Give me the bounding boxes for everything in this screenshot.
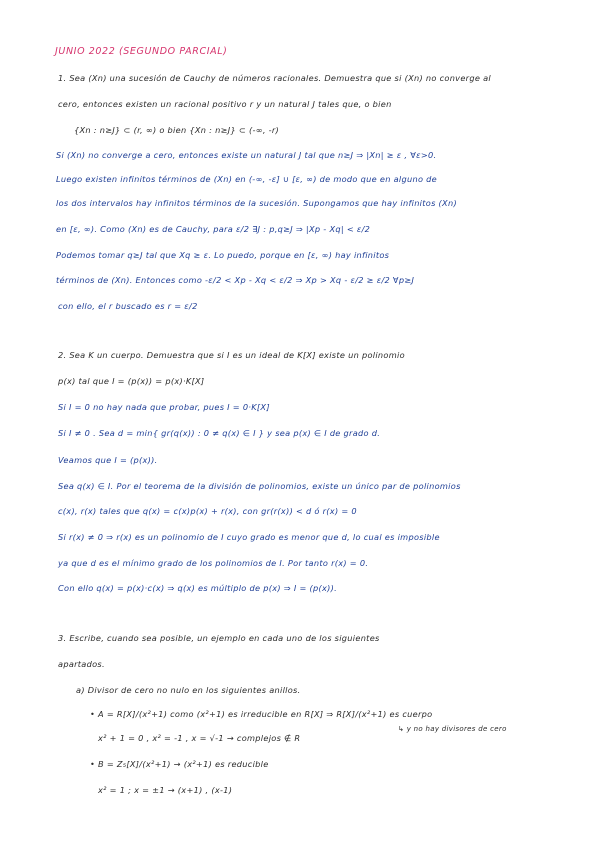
q3-statement-line-2: apartados. [58,659,105,669]
q2-answer-line-3: Veamos que I = (p(x)). [58,455,158,465]
q3-statement-line-1: 3. Escribe, cuando sea posible, un ejemplo en cada uno de los siguientes [58,633,380,643]
q1-answer-line-6: términos de (Xn). Entonces como -ε/2 < Xp - Xq < ε/2 ⇒ Xp > Xq - ε/2 ≥ ε/2 ∀p≥J [56,275,415,285]
q2-answer-line-2: Si I ≠ 0 . Sea d = min{ gr(q(x)) : 0 ≠ q(x) ∈ I } y sea p(x) ∈ I de grado d. [58,428,381,438]
q1-answer-line-1: Si (Xn) no converge a cero, entonces existe un natural J tal que n≥J ⇒ |Xn| ≥ ε , ∀ε>0. [56,150,437,160]
q3-a-note: ↳ y no hay divisores de cero [398,725,507,733]
q3-b-line-2: x² = 1 ; x = ±1 → (x+1) , (x-1) [98,785,233,795]
q2-statement-line-2: p(x) tal que I = (p(x)) = p(x)·K[X] [58,376,205,386]
q1-answer-line-5: Podemos tomar q≥J tal que Xq ≥ ε. Lo puedo, porque en [ε, ∞) hay infinitos [56,250,390,260]
q2-statement-line-1: 2. Sea K un cuerpo. Demuestra que si I es un ideal de K[X] existe un polinomio [58,350,405,360]
q3-a-line-1: • A = R[X]/(x²+1) como (x²+1) es irreducible en R[X] ⇒ R[X]/(x²+1) es cuerpo [90,709,433,719]
q3-b-line-1: • B = Z₅[X]/(x²+1) → (x²+1) es reducible [90,759,269,769]
q2-answer-line-1: Si I = 0 no hay nada que probar, pues I = 0·K[X] [58,402,270,412]
q1-statement-line-2: cero, entonces existen un racional positivo r y un natural J tales que, o bien [58,99,392,109]
q3-a-line-2: x² + 1 = 0 , x² = -1 , x = √-1 → complejos ∉ R [98,733,301,743]
q1-answer-line-4: en [ε, ∞). Como (Xn) es de Cauchy, para ε/2 ∃J : p,q≥J ⇒ |Xp - Xq| < ε/2 [56,224,371,234]
q2-answer-line-6: Si r(x) ≠ 0 ⇒ r(x) es un polinomio de I cuyo grado es menor que d, lo cual es imposible [58,532,440,542]
q1-answer-line-2: Luego existen infinitos términos de (Xn) en (-∞, -ε] ∪ [ε, ∞) de modo que en alguno de [56,174,438,184]
q1-answer-line-3: los dos intervalos hay infinitos términos de la sucesión. Supongamos que hay infinitos (Xn) [56,198,457,208]
q1-statement-line-1: 1. Sea (Xn) una sucesión de Cauchy de números racionales. Demuestra que si (Xn) no converge al [58,73,491,83]
q2-answer-line-7: ya que d es el mínimo grado de los polinomios de I. Por tanto r(x) = 0. [58,558,369,568]
q3-part-a-heading: a) Divisor de cero no nulo en los siguientes anillos. [76,685,301,695]
q1-statement-line-3: {Xn : n≥J} ⊂ (r, ∞) o bien {Xn : n≥J} ⊂ (-∞, -r) [74,125,280,135]
q2-answer-line-8: Con ello q(x) = p(x)·c(x) ⇒ q(x) es múltiplo de p(x) ⇒ I = (p(x)). [58,583,338,593]
q2-answer-line-4: Sea q(x) ∈ I. Por el teorema de la división de polinomios, existe un único par de polinomios [58,481,461,491]
q1-answer-line-7: con ello, el r buscado es r = ε/2 [58,301,198,311]
q2-answer-line-5: c(x), r(x) tales que q(x) = c(x)p(x) + r(x), con gr(r(x)) < d ó r(x) = 0 [58,506,357,516]
page-title: JUNIO 2022 (SEGUNDO PARCIAL) [55,46,228,57]
